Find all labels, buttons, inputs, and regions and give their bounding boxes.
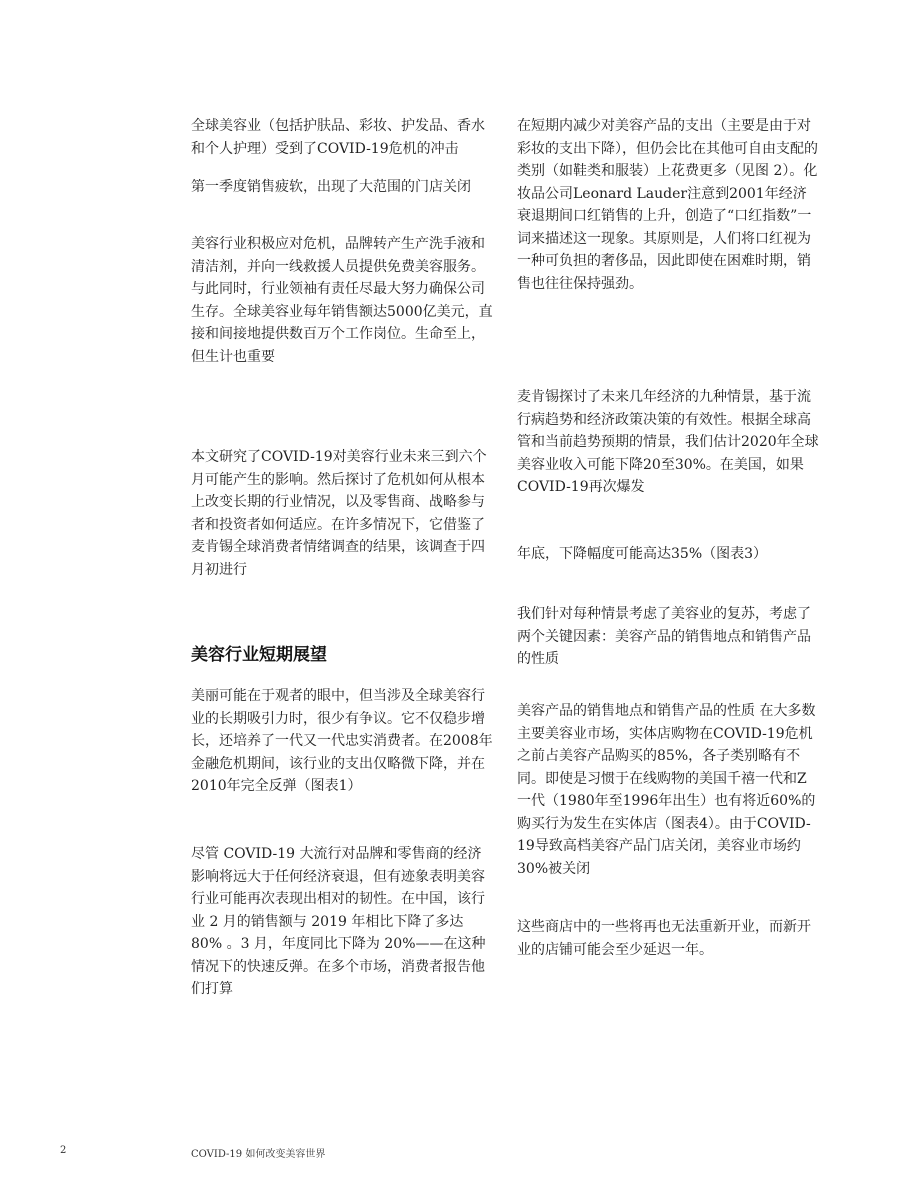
study-overview-paragraph: 本文研究了COVID-19对美容行业未来三到六个月可能产生的影响。然后探讨了危机如何从根本上改变长期的行业情况，以及零售商、战略参与者和投资者如何适应。在许多情况下，它借鉴了麦肯锡全球消费者情绪调查的结果，该调查于四月初进行 [191, 449, 487, 578]
page-number: 2 [60, 1145, 67, 1156]
q1-sales-paragraph: 第一季度销售疲软，出现了大范围的门店关闭 [191, 179, 471, 195]
section-heading: 美容行业短期展望 [191, 645, 327, 665]
lipstick-index-paragraph: 在短期内减少对美容产品的支出（主要是由于对彩妆的支出下降），但仍会比在其他可自由支配的类别（如鞋类和服装）上花费更多（见图 2）。化妆品公司Leonard Lauder注意到2001年经济衰退期间口红销售的上升，创造了“口红指数”一词来描述这一现象。其原则是，人们将口红视为一种可负担的奢侈品，因此即使在困难时期，销售也往往保持强劲。 [517, 118, 818, 292]
recovery-factors-paragraph: 我们针对每种情景考虑了美容业的复苏，考虑了两个关键因素：美容产品的销售地点和销售产品的性质 [517, 606, 811, 667]
retail-channel-paragraph: 美容产品的销售地点和销售产品的性质 在大多数主要美容业市场，实体店购物在COVID-19危机之前占美容产品购买的85%，各子类别略有不同。即使是习惯于在线购物的美国千禧一代和Z一代（1980年至1996年出生）也有将近60%的购买行为发生在实体店（图表4）。由于COVID-19导致高档美容产品门店关闭，美容业市场约30%被关闭 [517, 703, 816, 877]
intro-paragraph: 全球美容业（包括护肤品、彩妆、护发品、香水和个人护理）受到了COVID-19危机的冲击 [191, 118, 485, 157]
footer-title: COVID-19 如何改变美容世界 [191, 1149, 326, 1160]
decline-estimate-paragraph: 年底，下降幅度可能高达35%（图表3） [517, 546, 768, 562]
industry-response-paragraph: 美容行业积极应对危机，品牌转产生产洗手液和清洁剂，并向一线救援人员提供免费美容服务。与此同时，行业领袖有责任尽最大努力确保公司生存。全球美容业每年销售额达5000亿美元，直接和间接地提供数百万个工作岗位。生命至上，但生计也重要 [191, 236, 493, 365]
scenarios-paragraph: 麦肯锡探讨了未来几年经济的九种情景，基于流行病趋势和经济政策决策的有效性。根据全球高管和当前趋势预期的情景，我们估计2020年全球美容业收入可能下降20至30%。在美国，如果COVID-19再次爆发 [517, 389, 819, 495]
resilience-paragraph: 尽管 COVID-19 大流行对品牌和零售商的经济影响将远大于任何经济衰退，但有迹象表明美容行业可能再次表现出相对的韧性。在中国，该行业 2 月的销售额与 2019 年相比下降了多达 80% 。3 月，年度同比下降为 20%——在这种情况下的快速反弹。在多个市场，消费者报告他们打算 [191, 846, 486, 997]
long-term-appeal-paragraph: 美丽可能在于观者的眼中，但当涉及全球美容行业的长期吸引力时，很少有争议。它不仅稳步增长，还培养了一代又一代忠实消费者。在2008年金融危机期间，该行业的支出仅略微下降，并在2010年完全反弹（图表1） [191, 688, 493, 794]
store-reopening-paragraph: 这些商店中的一些将再也无法重新开业，而新开业的店铺可能会至少延迟一年。 [517, 919, 811, 958]
